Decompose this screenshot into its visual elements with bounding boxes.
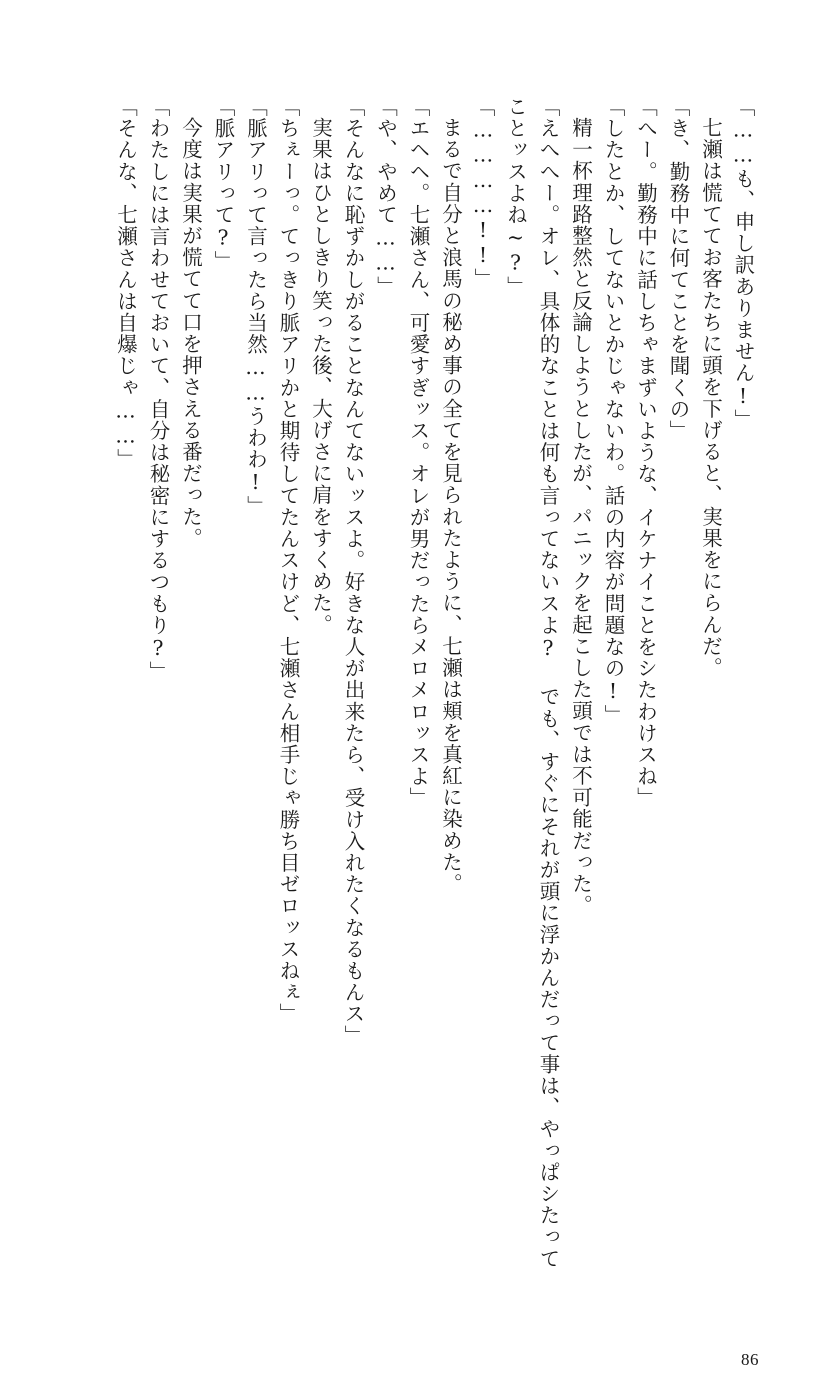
paragraph: 七瀬は慌ててお客たちに頭を下げると、実果をにらんだ。 — [698, 116, 723, 679]
paragraph: 「脈アリって言ったら当然……うわわ!」 — [243, 96, 268, 517]
paragraph: 「脈アリって?」 — [211, 96, 235, 273]
paragraph: 「…………!!」 — [471, 96, 495, 290]
paragraph: 「や、やめて……」 — [373, 96, 398, 298]
paragraph: 「えへへー。オレ、具体的なことは何も言ってないスよ? でも、すぐにそれが頭に浮かんだって事は、やっぱシたってことッスよね~?」 — [503, 96, 560, 1270]
paragraph: 「……も、申し訳ありません!」 — [731, 96, 755, 431]
paragraph: 精一杯理路整然と反論しようとしたが、パニックを起こした頭では不可能だった。 — [568, 116, 593, 916]
vertical-text-body — [62, 96, 759, 1286]
paragraph: 今度は実果が慌てて口を押さえる番だった。 — [178, 116, 203, 549]
paragraph: 「へー。勤務中に話しちゃまずいような、イケナイことをシたわけスね」 — [633, 96, 658, 809]
paragraph: 「したとか、してないとかじゃないわ。話の内容が問題なの!」 — [601, 96, 625, 726]
paragraph: 実果はひとしきり笑った後、大げさに肩をすくめた。 — [308, 116, 333, 635]
page-number: 86 — [741, 1350, 759, 1369]
paragraph: 「エヘヘ。七瀬さん、可愛すぎッス。オレが男だったらメロメロッスよ」 — [406, 96, 430, 809]
paragraph: 「そんな、七瀬さんは自爆じゃ……」 — [113, 96, 138, 471]
paragraph: まるで自分と浪馬の秘め事の全てを見られたように、七瀬は頬を真紅に染めた。 — [438, 116, 463, 895]
paragraph: 「そんなに恥ずかしがることなんてないッスよ。好きな人が出来たら、受け入れたくなるもんス」 — [341, 96, 365, 1047]
paragraph: 「き、勤務中に何てことを聞くの」 — [666, 96, 690, 442]
paragraph: 「わたしには言わせておいて、自分は秘密にするつもり?」 — [146, 96, 170, 683]
paragraph: 「ちぇーっ。てっきり脈アリかと期待してたんスけど、七瀬さん相手じゃ勝ち目ゼロッスねぇ」 — [276, 96, 300, 1025]
